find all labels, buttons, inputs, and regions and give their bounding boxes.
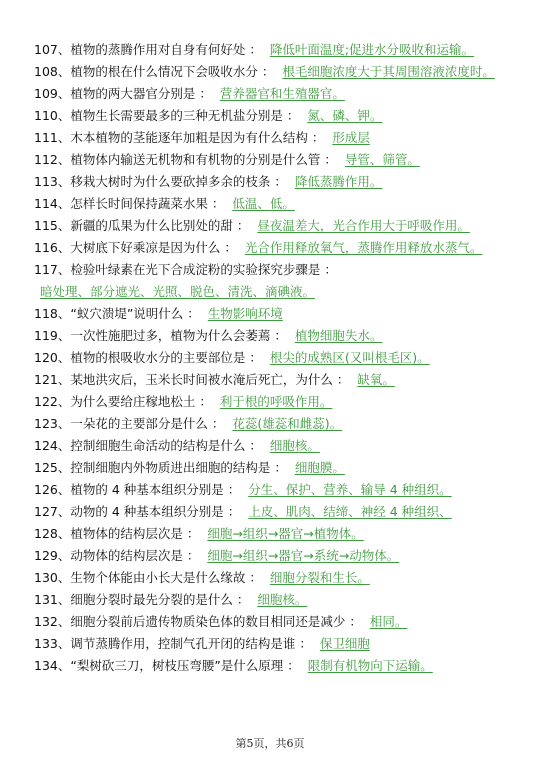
answer-text: 保卫细胞 [319, 636, 370, 651]
answer-text: 分生、保护、营养、输导 4 种组织。 [248, 482, 452, 497]
qa-item [34, 215, 532, 237]
question-text: 112、植物体内输送无机物和有机物的分别是什么管 ： [34, 152, 337, 167]
qa-item [34, 611, 532, 633]
qa-item [34, 39, 532, 61]
question-text: 123、一朵花的主要部分是什么 ： [34, 416, 225, 431]
question-text: 111、木本植物的茎能逐年加粗是因为有什么结构 ： [34, 130, 325, 145]
question-text: 114、怎样长时间保持蔬菜水果 ： [34, 196, 225, 211]
qa-item [34, 237, 532, 259]
answer-text: 导管、筛管。 [344, 152, 420, 167]
answer-text: 花蕊(雄蕊和雌蕊)。 [232, 416, 343, 431]
qa-item [34, 457, 532, 479]
qa-item [34, 545, 532, 567]
qa-item [34, 391, 532, 413]
question-text: 130、生物个体能由小长大是什么缘故 ： [34, 570, 262, 585]
question-text: 126、植物的 4 种基本组织分别是 ： [34, 482, 241, 497]
qa-item [34, 589, 532, 611]
answer-text: 细胞核。 [257, 592, 308, 607]
answer-text: 营养器官和生殖器官。 [219, 86, 345, 101]
qa-item [34, 347, 532, 369]
question-text: 132、细胞分裂前后遗传物质染色体的数目相同还是减少 ： [34, 614, 362, 629]
qa-item [34, 325, 532, 347]
question-text: 113、移栽大树时为什么要砍掉多余的枝条 ： [34, 174, 287, 189]
answer-text: 降低叶面温度;促进水分吸收和运输。 [269, 42, 475, 57]
answer-text: 缺氧。 [357, 372, 395, 387]
question-text: 121、某地洪灾后，玉米长时间被水淹后死亡，为什么 ： [34, 372, 350, 387]
question-text: 107、植物的蒸腾作用对自身有何好处 ： [34, 42, 262, 57]
qa-item [34, 61, 532, 83]
question-text: 109、植物的两大器官分别是 ： [34, 86, 212, 101]
qa-item [34, 259, 532, 281]
answer-text: 上皮、肌肉、结缔、神经 4 种组织、 [248, 504, 452, 519]
question-text: 128、植物体的结构层次是 ： [34, 526, 200, 541]
qa-item [34, 149, 532, 171]
answer-text: 低温、低。 [232, 196, 295, 211]
question-text: 125、控制细胞内外物质进出细胞的结构是 ： [34, 460, 287, 475]
qa-item [34, 369, 532, 391]
qa-item [34, 567, 532, 589]
answer-text: 相同。 [369, 614, 408, 629]
qa-item [34, 655, 532, 677]
answer-text: 根尖的成熟区(又叫根毛区)。 [269, 350, 430, 365]
answer-text: 根毛细胞浓度大于其周围溶液浓度时。 [282, 64, 495, 79]
qa-item [34, 435, 532, 457]
question-text: 129、动物体的结构层次是 ： [34, 548, 200, 563]
answer-text: 细胞分裂和生长。 [269, 570, 370, 585]
qa-item [34, 171, 532, 193]
answer-text: 利于根的呼吸作用。 [219, 394, 333, 409]
question-text: 124、控制细胞生命活动的结构是什么 ： [34, 438, 262, 453]
question-text: 108、植物的根在什么情况下会吸收水分 ： [34, 64, 275, 79]
question-text: 134、“梨树砍三刀，树枝压弯腰”是什么原理 ： [34, 658, 300, 673]
qa-item [34, 501, 532, 523]
qa-item [34, 127, 532, 149]
question-text: 119、一次性施肥过多，植物为什么会萎蔫 ： [34, 328, 287, 343]
answer-text: 细胞膜。 [294, 460, 345, 475]
qa-item [34, 83, 532, 105]
answer-text: 细胞→组织→器官→系统→动物体。 [207, 548, 400, 563]
page-footer: 第5页，共6页 [235, 737, 305, 750]
question-text: 116、大树底下好乘凉是因为什么 ： [34, 240, 237, 255]
qa-item [34, 303, 532, 325]
answer-text: 降低蒸腾作用。 [294, 174, 383, 189]
qa-item [34, 479, 532, 501]
answer-text: 暗处理、部分遮光、光照、脱色、清洗、滴碘液。 [40, 284, 316, 299]
answer-text: 限制有机物向下运输。 [307, 658, 433, 673]
question-text: 115、新疆的瓜果为什么比别处的甜 ： [34, 218, 250, 233]
qa-item [34, 413, 532, 435]
qa-item [34, 633, 532, 655]
answer-text: 细胞→组织→器官→植物体。 [207, 526, 364, 541]
question-text: 122、为什么要给庄稼地松土 ： [34, 394, 212, 409]
answer-continuation-line [34, 281, 532, 303]
question-text: 110、植物生长需要最多的三种无机盐分别是 ： [34, 108, 300, 123]
question-text: 127、动物的 4 种基本组织分别是 ： [34, 504, 241, 519]
answer-text: 细胞核。 [269, 438, 320, 453]
question-text: 131、细胞分裂时最先分裂的是什么 ： [34, 592, 250, 607]
answer-text: 氮、磷、钾。 [307, 108, 383, 123]
question-text: 117、检验叶绿素在光下合成淀粉的实验探究步骤是 ： [34, 262, 337, 277]
qa-item [34, 105, 532, 127]
answer-text: 生物影响环境 [207, 306, 283, 321]
answer-text: 光合作用释放氧气，蒸腾作用释放水蒸气。 [244, 240, 483, 255]
answer-text: 植物细胞失水。 [294, 328, 383, 343]
qa-item [34, 193, 532, 215]
question-answer-list [34, 39, 532, 677]
question-text: 133、调节蒸腾作用，控制气孔开闭的结构是谁 ： [34, 636, 312, 651]
qa-item [34, 523, 532, 545]
answer-text: 昼夜温差大，光合作用大于呼吸作用。 [257, 218, 470, 233]
answer-text: 形成层 [332, 130, 370, 145]
question-text: 120、植物的根吸收水分的主要部位是 ： [34, 350, 262, 365]
question-text: 118、“蚁穴溃堤”说明什么 ： [34, 306, 200, 321]
